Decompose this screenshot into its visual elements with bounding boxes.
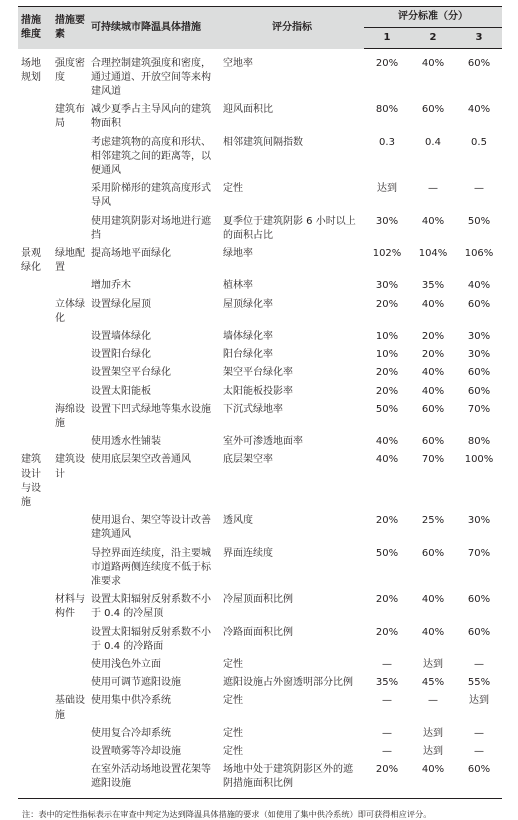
header-standard: 评分标准（分） [364, 7, 502, 28]
row-index: 界面连续度 [223, 547, 273, 559]
row-element [52, 346, 88, 364]
row-score-2: 45% [421, 677, 445, 689]
row-element [52, 180, 88, 212]
table-note: 注：表中的定性指标表示在审查中判定为达到降温具体措施的要求（如使用了集中供冷系统）即可获得相应评分。 [22, 808, 432, 819]
row-score-1: — [382, 727, 392, 739]
row-score-3: — [474, 183, 484, 195]
row-dimension [18, 383, 52, 401]
row-measure: 设置喷雾等冷却设施 [91, 746, 181, 758]
document [18, 6, 502, 820]
row-score-3: 60% [467, 626, 491, 638]
row-score-3: 106% [464, 247, 494, 259]
row-score-1: 20% [364, 761, 410, 798]
row-index: 遮阳设施占外窗透明部分比例 [223, 677, 353, 689]
row-dimension [18, 433, 52, 451]
row-measure: 合理控制建筑强度和密度，通过通道、开放空间等来构建风道 [91, 57, 211, 97]
row-score-1: 20% [375, 515, 399, 527]
row-element [52, 674, 88, 692]
header-index: 评分指标 [220, 7, 364, 49]
row-score-2: 70% [421, 454, 445, 466]
row-dimension [18, 401, 52, 433]
row-measure: 减少夏季占主导风向的建筑物面积 [91, 104, 211, 130]
row-score-3: 70% [467, 547, 491, 559]
row-score-2: 达到 [423, 727, 443, 739]
table-row [18, 49, 502, 102]
row-element: 海绵设施 [55, 403, 85, 429]
table-row [18, 180, 502, 212]
table-row [18, 383, 502, 401]
row-score-2: 60% [421, 547, 445, 559]
row-measure: 提高场地平面绿化 [91, 247, 171, 259]
table-row [18, 346, 502, 364]
row-score-1: 35% [375, 677, 399, 689]
row-index: 底层架空率 [223, 454, 273, 466]
row-element [52, 512, 88, 544]
row-dimension [18, 512, 52, 544]
table-row [18, 245, 502, 277]
row-score-1: — [382, 746, 392, 758]
row-score-2: — [428, 183, 438, 195]
evaluation-table [18, 6, 502, 799]
row-element: 立体绿化 [55, 298, 85, 324]
table-header [18, 7, 502, 49]
row-score-2: 40% [421, 594, 445, 606]
row-measure: 设置架空平台绿化 [91, 367, 171, 379]
row-measure: 设置太阳能板 [91, 385, 151, 397]
row-score-1: — [382, 695, 392, 707]
row-element [52, 433, 88, 451]
row-score-3: — [474, 659, 484, 671]
row-measure: 在室外活动场地设置花架等遮阳设施 [88, 761, 220, 798]
row-score-2: — [428, 695, 438, 707]
row-element: 绿地配置 [55, 247, 85, 274]
row-measure: 使用复合冷却系统 [91, 727, 171, 739]
row-dimension [18, 296, 52, 328]
row-element: 建筑设计 [55, 454, 85, 480]
table-row [18, 624, 502, 656]
table-row [18, 213, 502, 245]
table-row [18, 134, 502, 181]
row-index: 太阳能板投影率 [223, 385, 293, 397]
row-element: 建筑布局 [55, 104, 85, 130]
row-measure: 使用可调节遮阳设施 [91, 677, 181, 689]
table-row [18, 656, 502, 674]
row-measure: 考虑建筑物的高度和形状、相邻建筑之间的距离等，以便通风 [91, 136, 211, 176]
row-score-2: 40% [421, 298, 445, 310]
row-measure: 使用集中供冷系统 [91, 695, 171, 707]
row-measure: 采用阶梯形的建筑高度形式导风 [91, 183, 211, 209]
row-dimension: 建筑设计与设施 [21, 454, 41, 508]
row-measure: 使用建筑阴影对场地进行遮挡 [91, 215, 211, 241]
row-index: 定性 [223, 746, 243, 758]
row-score-2: 104% [418, 247, 448, 259]
row-index: 定性 [223, 695, 243, 707]
row-index: 屋顶绿化率 [223, 298, 273, 310]
row-score-3: 60% [456, 761, 502, 798]
row-index: 空地率 [223, 57, 253, 69]
row-element [52, 656, 88, 674]
row-dimension [18, 328, 52, 346]
row-element [52, 761, 88, 798]
table-row [18, 761, 502, 798]
row-score-3: 40% [467, 280, 491, 292]
row-measure: 设置下凹式绿地等集水设施 [91, 403, 211, 415]
row-element: 强度密度 [55, 57, 85, 83]
row-score-2: 20% [421, 330, 445, 342]
row-dimension [18, 545, 52, 592]
row-score-2: 60% [421, 403, 445, 415]
row-score-3: 60% [467, 594, 491, 606]
row-measure: 设置墙体绿化 [91, 330, 151, 342]
row-element: 材料与构件 [55, 594, 85, 620]
row-measure: 设置太阳辐射反射系数不小于 0.4 的冷屋顶 [91, 594, 211, 620]
row-score-3: 40% [467, 104, 491, 116]
table-row [18, 545, 502, 592]
row-measure: 使用底层架空改善通风 [91, 454, 191, 466]
table-row [18, 725, 502, 743]
table-body [18, 49, 502, 799]
row-index: 墙体绿化率 [223, 330, 273, 342]
row-element [52, 277, 88, 295]
row-dimension [18, 101, 52, 133]
row-score-1: 达到 [377, 183, 397, 195]
table-row [18, 101, 502, 133]
row-score-3: 100% [464, 454, 494, 466]
row-dimension [18, 725, 52, 743]
row-score-3: 55% [467, 677, 491, 689]
table-row [18, 451, 502, 512]
row-dimension [18, 134, 52, 181]
row-index: 阳台绿化率 [223, 349, 273, 361]
row-score-2: 20% [421, 349, 445, 361]
row-element [52, 743, 88, 761]
row-measure: 设置阳台绿化 [91, 349, 151, 361]
row-score-3: 达到 [469, 695, 489, 707]
row-score-2: 60% [421, 104, 445, 116]
row-score-3: 30% [467, 349, 491, 361]
row-dimension [18, 346, 52, 364]
row-dimension [18, 213, 52, 245]
row-index: 相邻建筑间隔指数 [223, 136, 303, 148]
row-score-2: 40% [421, 215, 445, 227]
row-index: 冷路面面积比例 [223, 626, 293, 638]
row-score-2: 40% [421, 367, 445, 379]
row-element [52, 364, 88, 382]
row-dimension [18, 692, 52, 724]
row-dimension [18, 277, 52, 295]
table-row [18, 433, 502, 451]
row-score-1: 20% [375, 367, 399, 379]
row-score-1: — [382, 659, 392, 671]
row-dimension [18, 180, 52, 212]
table-row [18, 743, 502, 761]
row-score-3: 70% [467, 403, 491, 415]
row-index: 植林率 [223, 280, 253, 292]
row-score-1: 40% [375, 454, 399, 466]
row-score-3: 60% [467, 385, 491, 397]
row-index: 场地中处于建筑阴影区外的遮阴措施面积比例 [220, 761, 364, 798]
row-score-2: 达到 [423, 659, 443, 671]
row-element [52, 134, 88, 181]
row-score-3: 60% [467, 367, 491, 379]
row-score-1: 20% [375, 58, 399, 69]
row-dimension [18, 624, 52, 656]
row-score-2: 0.4 [425, 136, 441, 148]
row-score-2: 40% [421, 626, 445, 638]
row-index: 定性 [223, 659, 243, 671]
row-element [52, 213, 88, 245]
row-dimension [18, 591, 52, 623]
row-score-1: 0.3 [379, 136, 395, 148]
row-score-3: 80% [467, 436, 491, 448]
row-index: 绿地率 [223, 247, 253, 259]
row-index: 迎风面积比 [223, 104, 273, 116]
row-score-3: 0.5 [471, 136, 487, 148]
header-score-1: 1 [364, 28, 410, 49]
row-score-1: 40% [375, 436, 399, 448]
table-row [18, 591, 502, 623]
row-element [52, 328, 88, 346]
table-row [18, 277, 502, 295]
row-score-2: 40% [410, 761, 456, 798]
header-score-3: 3 [456, 28, 502, 49]
row-score-1: 10% [375, 349, 399, 361]
table-row [18, 512, 502, 544]
row-measure: 设置太阳辐射反射系数不小于 0.4 的冷路面 [91, 626, 211, 652]
header-score-2: 2 [410, 28, 456, 49]
row-measure: 导控界面连续度，沿主要城市道路两侧连续度不低于标准要求 [91, 547, 211, 587]
row-dimension [18, 364, 52, 382]
table-row [18, 328, 502, 346]
row-measure: 使用浅色外立面 [91, 659, 161, 671]
row-measure: 增加乔木 [91, 280, 131, 292]
row-score-3: 30% [467, 330, 491, 342]
table-row [18, 674, 502, 692]
table-row [18, 692, 502, 724]
row-score-2: 60% [421, 436, 445, 448]
row-score-1: 102% [372, 247, 402, 259]
row-score-2: 达到 [423, 746, 443, 758]
row-index: 下沉式绿地率 [223, 403, 283, 415]
row-score-2: 25% [421, 515, 445, 527]
row-index: 透风度 [223, 515, 253, 527]
row-measure: 使用退台、架空等设计改善建筑通风 [91, 515, 211, 541]
row-dimension [18, 761, 52, 798]
row-score-3: 50% [467, 215, 491, 227]
row-dimension [18, 656, 52, 674]
row-score-2: 40% [421, 58, 445, 69]
row-dimension [18, 674, 52, 692]
row-index: 定性 [223, 183, 243, 195]
row-score-1: 20% [375, 626, 399, 638]
row-score-2: 35% [421, 280, 445, 292]
row-element [52, 545, 88, 592]
row-score-1: 30% [375, 215, 399, 227]
row-dimension: 场地规划 [21, 57, 41, 83]
row-score-1: 80% [375, 104, 399, 116]
row-score-1: 20% [375, 385, 399, 397]
row-score-1: 50% [375, 547, 399, 559]
table-row [18, 364, 502, 382]
row-score-1: 20% [375, 298, 399, 310]
row-measure: 设置绿化屋顶 [91, 298, 151, 310]
row-score-1: 20% [375, 594, 399, 606]
row-element [52, 383, 88, 401]
row-element [52, 624, 88, 656]
row-score-1: 50% [375, 403, 399, 415]
row-dimension [18, 743, 52, 761]
row-score-3: — [474, 746, 484, 758]
header-measure: 可持续城市降温具体措施 [88, 7, 220, 49]
table-row [18, 296, 502, 328]
row-score-2: 40% [421, 385, 445, 397]
row-index: 架空平台绿化率 [223, 367, 293, 379]
row-score-3: 60% [467, 298, 491, 310]
table-row [18, 401, 502, 433]
row-score-3: 60% [467, 58, 491, 69]
row-score-1: 30% [375, 280, 399, 292]
row-dimension: 景观绿化 [21, 247, 41, 274]
row-score-1: 10% [375, 330, 399, 342]
row-index: 夏季位于建筑阴影 6 小时以上的面积占比 [223, 215, 356, 241]
header-element: 措施要素 [52, 7, 88, 49]
row-element: 基础设施 [55, 695, 85, 721]
row-index: 室外可渗透地面率 [223, 436, 303, 448]
row-score-3: — [474, 727, 484, 739]
row-measure: 使用透水性铺装 [91, 436, 161, 448]
row-index: 冷屋顶面积比例 [223, 594, 293, 606]
row-index: 定性 [223, 727, 243, 739]
row-element [52, 725, 88, 743]
row-score-3: 30% [467, 515, 491, 527]
header-dimension: 措施维度 [18, 7, 52, 49]
